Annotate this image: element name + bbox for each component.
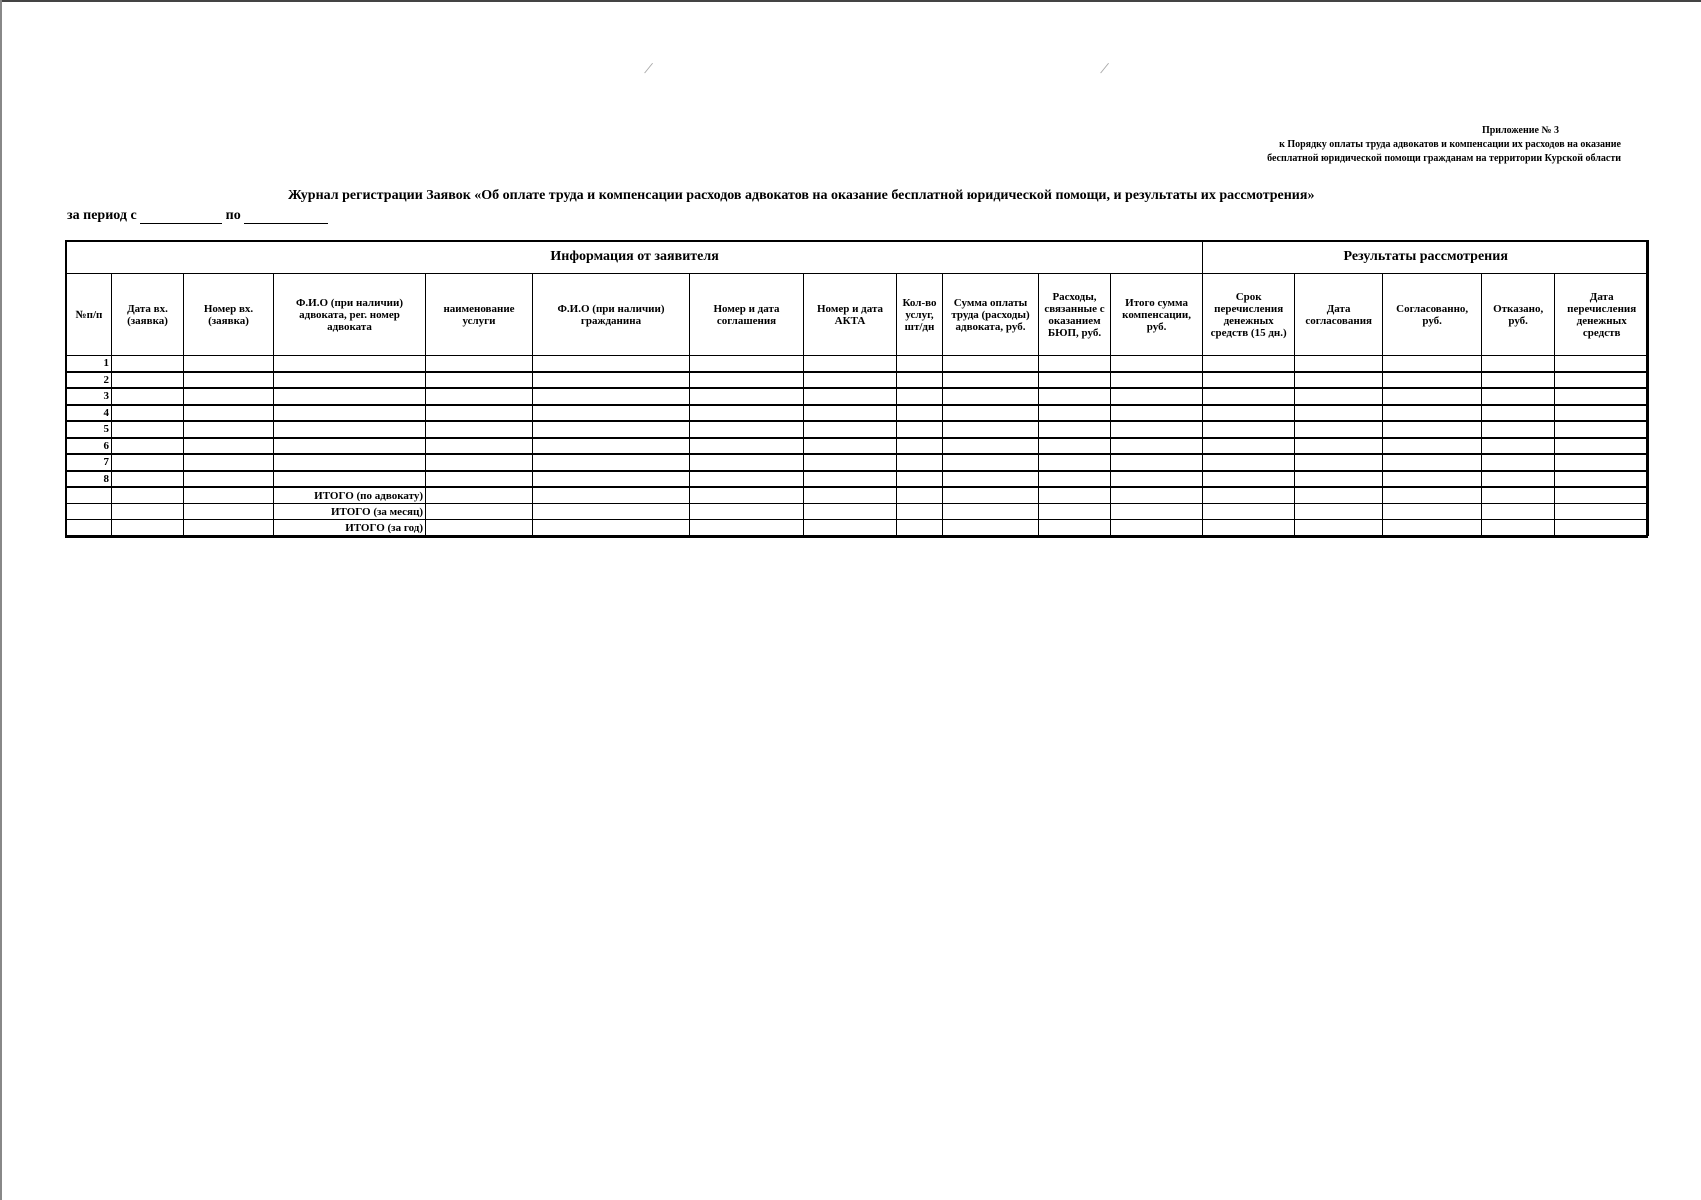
group-header-row xyxy=(67,241,1649,274)
table-cell[interactable] xyxy=(1295,471,1383,488)
table-cell[interactable] xyxy=(426,504,533,520)
table-cell[interactable] xyxy=(897,471,943,488)
table-cell[interactable] xyxy=(1482,438,1555,455)
data-rows xyxy=(67,356,1649,488)
table-cell[interactable] xyxy=(804,520,897,536)
table-cell[interactable] xyxy=(1295,405,1383,422)
table-cell[interactable] xyxy=(274,438,426,455)
table-cell[interactable] xyxy=(943,504,1039,520)
table-cell[interactable] xyxy=(1383,487,1482,504)
table-cell[interactable] xyxy=(533,421,690,438)
table-cell[interactable] xyxy=(67,520,112,536)
table-cell[interactable] xyxy=(184,388,274,405)
table-cell[interactable] xyxy=(1295,372,1383,389)
table-cell[interactable] xyxy=(426,388,533,405)
table-cell[interactable] xyxy=(274,421,426,438)
table-cell[interactable] xyxy=(1295,454,1383,471)
table-cell[interactable] xyxy=(426,421,533,438)
table-cell[interactable] xyxy=(804,438,897,455)
table-cell[interactable] xyxy=(897,405,943,422)
table-cell[interactable] xyxy=(533,372,690,389)
appendix-reference: к Порядку оплаты труда адвокатов и компенсации их расходов на оказание xyxy=(1279,139,1621,150)
col-act: Номер и дата АКТА xyxy=(804,274,897,356)
table-cell[interactable] xyxy=(804,388,897,405)
table-cell[interactable] xyxy=(1039,388,1111,405)
table-cell[interactable] xyxy=(274,356,426,372)
table-cell[interactable] xyxy=(1203,504,1295,520)
row-number: 8 xyxy=(67,471,112,488)
table-cell[interactable] xyxy=(1203,356,1295,372)
period-from-blank[interactable] xyxy=(140,211,222,224)
table-row xyxy=(67,356,1649,372)
table-cell[interactable] xyxy=(274,454,426,471)
row-number: 7 xyxy=(67,454,112,471)
table-cell[interactable] xyxy=(1555,372,1649,389)
table-cell[interactable] xyxy=(274,388,426,405)
table-cell[interactable] xyxy=(804,471,897,488)
table-cell[interactable] xyxy=(943,421,1039,438)
appendix-number: Приложение № 3 xyxy=(1481,125,1559,136)
table-cell[interactable] xyxy=(533,356,690,372)
col-lawyer-name: Ф.И.О (при наличии) адвоката, рег. номер адвоката xyxy=(274,274,426,356)
table-cell[interactable] xyxy=(1203,520,1295,536)
table-cell[interactable] xyxy=(943,405,1039,422)
total-label: ИТОГО (по адвокату) xyxy=(274,487,426,504)
table-cell[interactable] xyxy=(1039,504,1111,520)
table-cell[interactable] xyxy=(533,454,690,471)
table-cell[interactable] xyxy=(1039,438,1111,455)
col-incoming-date: Дата вх. (заявка) xyxy=(112,274,184,356)
table-cell[interactable] xyxy=(690,487,804,504)
table-cell[interactable] xyxy=(1482,504,1555,520)
table-cell[interactable] xyxy=(943,520,1039,536)
col-expenses: Расходы, связанные с оказанием БЮП, руб. xyxy=(1039,274,1111,356)
table-cell[interactable] xyxy=(184,504,274,520)
col-agreement: Номер и дата соглашения xyxy=(690,274,804,356)
row-number: 2 xyxy=(67,372,112,389)
table-cell[interactable] xyxy=(1383,504,1482,520)
table-cell[interactable] xyxy=(1555,520,1649,536)
table-cell[interactable] xyxy=(1383,388,1482,405)
table-cell[interactable] xyxy=(1383,454,1482,471)
row-number: 5 xyxy=(67,421,112,438)
table-cell[interactable] xyxy=(690,405,804,422)
row-number: 3 xyxy=(67,388,112,405)
table-cell[interactable] xyxy=(1482,405,1555,422)
total-row xyxy=(67,487,1649,504)
table-cell[interactable] xyxy=(1383,520,1482,536)
col-citizen-name: Ф.И.О (при наличии) гражданина xyxy=(533,274,690,356)
table-cell[interactable] xyxy=(897,372,943,389)
table-cell[interactable] xyxy=(426,471,533,488)
table-cell[interactable] xyxy=(184,372,274,389)
table-cell[interactable] xyxy=(533,388,690,405)
table-cell[interactable] xyxy=(1555,388,1649,405)
col-lawyer-payment: Сумма оплаты труда (расходы) адвоката, руб. xyxy=(943,274,1039,356)
table-cell[interactable] xyxy=(1039,356,1111,372)
table-cell[interactable] xyxy=(1111,405,1203,422)
col-total-compensation: Итого сумма компенсации, руб. xyxy=(1111,274,1203,356)
table-cell[interactable] xyxy=(897,454,943,471)
scan-mark: / xyxy=(1098,57,1111,79)
row-number: 6 xyxy=(67,438,112,455)
col-number: №п/п xyxy=(67,274,112,356)
table-cell[interactable] xyxy=(274,405,426,422)
table-cell[interactable] xyxy=(1555,405,1649,422)
period-line xyxy=(67,208,328,224)
table-cell[interactable] xyxy=(1383,471,1482,488)
col-transfer-term: Срок перечисления денежных средств (15 дн.) xyxy=(1203,274,1295,356)
table-cell[interactable] xyxy=(690,520,804,536)
table-cell[interactable] xyxy=(67,487,112,504)
table-cell[interactable] xyxy=(426,372,533,389)
table-cell[interactable] xyxy=(1111,487,1203,504)
table-cell[interactable] xyxy=(112,471,184,488)
table-cell[interactable] xyxy=(1111,388,1203,405)
table-cell[interactable] xyxy=(943,487,1039,504)
table-cell[interactable] xyxy=(112,388,184,405)
table-cell[interactable] xyxy=(112,421,184,438)
table-cell[interactable] xyxy=(426,405,533,422)
table-row xyxy=(67,438,1649,455)
table-cell[interactable] xyxy=(533,520,690,536)
table-cell[interactable] xyxy=(184,421,274,438)
table-cell[interactable] xyxy=(184,520,274,536)
table-cell[interactable] xyxy=(690,388,804,405)
table-cell[interactable] xyxy=(184,471,274,488)
table-cell[interactable] xyxy=(897,504,943,520)
group-applicant-info: Информация от заявителя xyxy=(67,241,1203,274)
table-cell[interactable] xyxy=(112,372,184,389)
table-cell[interactable] xyxy=(897,520,943,536)
table-cell[interactable] xyxy=(1383,405,1482,422)
table-cell[interactable] xyxy=(943,372,1039,389)
table-cell[interactable] xyxy=(897,438,943,455)
table-cell[interactable] xyxy=(1295,487,1383,504)
table-cell[interactable] xyxy=(690,421,804,438)
table-cell[interactable] xyxy=(1482,421,1555,438)
table-cell[interactable] xyxy=(943,388,1039,405)
table-cell[interactable] xyxy=(1203,421,1295,438)
table-cell[interactable] xyxy=(426,487,533,504)
appendix-region: бесплатной юридической помощи гражданам на территории Курской области xyxy=(1267,153,1621,164)
table-cell[interactable] xyxy=(1482,520,1555,536)
col-approval-date: Дата согласования xyxy=(1295,274,1383,356)
table-cell[interactable] xyxy=(67,504,112,520)
table-cell[interactable] xyxy=(1039,520,1111,536)
table-cell[interactable] xyxy=(1482,454,1555,471)
table-cell[interactable] xyxy=(804,405,897,422)
table-cell[interactable] xyxy=(1203,388,1295,405)
table-cell[interactable] xyxy=(1111,504,1203,520)
col-refused-amount: Отказано, руб. xyxy=(1482,274,1555,356)
scan-edge-left xyxy=(0,0,2,1200)
table-cell[interactable] xyxy=(1039,454,1111,471)
table-cell[interactable] xyxy=(1111,454,1203,471)
table-cell[interactable] xyxy=(943,454,1039,471)
table-cell[interactable] xyxy=(1295,388,1383,405)
group-review-results: Результаты рассмотрения xyxy=(1203,241,1649,274)
table-cell[interactable] xyxy=(1383,372,1482,389)
table-cell[interactable] xyxy=(112,504,184,520)
table-cell[interactable] xyxy=(426,356,533,372)
table-cell[interactable] xyxy=(426,454,533,471)
table-cell[interactable] xyxy=(112,487,184,504)
table-cell[interactable] xyxy=(184,438,274,455)
table-cell[interactable] xyxy=(690,454,804,471)
table-cell[interactable] xyxy=(533,504,690,520)
table-cell[interactable] xyxy=(690,356,804,372)
total-rows xyxy=(67,487,1649,536)
table-cell[interactable] xyxy=(184,405,274,422)
col-service-name: наименование услуги xyxy=(426,274,533,356)
table-cell[interactable] xyxy=(1295,438,1383,455)
table-cell[interactable] xyxy=(1383,421,1482,438)
table-cell[interactable] xyxy=(184,487,274,504)
table-cell[interactable] xyxy=(274,471,426,488)
table-cell[interactable] xyxy=(897,388,943,405)
table-cell[interactable] xyxy=(1482,471,1555,488)
table-cell[interactable] xyxy=(274,372,426,389)
table-row xyxy=(67,421,1649,438)
table-cell[interactable] xyxy=(804,504,897,520)
table-cell[interactable] xyxy=(943,471,1039,488)
table-cell[interactable] xyxy=(1295,504,1383,520)
table-cell[interactable] xyxy=(897,421,943,438)
table-cell[interactable] xyxy=(1295,520,1383,536)
period-to-label: по xyxy=(225,208,241,223)
table-cell[interactable] xyxy=(533,405,690,422)
col-transfer-date: Дата перечисления денежных средств xyxy=(1555,274,1649,356)
table-cell[interactable] xyxy=(1482,372,1555,389)
table-cell[interactable] xyxy=(804,372,897,389)
table-cell[interactable] xyxy=(533,487,690,504)
table-cell[interactable] xyxy=(1039,487,1111,504)
period-to-blank[interactable] xyxy=(244,211,328,224)
table-cell[interactable] xyxy=(1203,471,1295,488)
table-cell[interactable] xyxy=(1555,421,1649,438)
table-cell[interactable] xyxy=(690,471,804,488)
table-cell[interactable] xyxy=(184,454,274,471)
table-cell[interactable] xyxy=(1203,372,1295,389)
table-cell[interactable] xyxy=(804,454,897,471)
table-cell[interactable] xyxy=(184,356,274,372)
table-cell[interactable] xyxy=(1555,356,1649,372)
table-cell[interactable] xyxy=(943,438,1039,455)
table-cell[interactable] xyxy=(533,438,690,455)
table-cell[interactable] xyxy=(690,504,804,520)
col-incoming-number: Номер вх. (заявка) xyxy=(184,274,274,356)
table-cell[interactable] xyxy=(1111,438,1203,455)
table-cell[interactable] xyxy=(897,356,943,372)
table-row xyxy=(67,454,1649,471)
table-cell[interactable] xyxy=(1295,356,1383,372)
table-cell[interactable] xyxy=(943,356,1039,372)
table-cell[interactable] xyxy=(112,356,184,372)
table-cell[interactable] xyxy=(1482,388,1555,405)
table-cell[interactable] xyxy=(1111,372,1203,389)
table-cell[interactable] xyxy=(426,520,533,536)
table-cell[interactable] xyxy=(1111,356,1203,372)
table-row xyxy=(67,471,1649,488)
table-cell[interactable] xyxy=(426,438,533,455)
table-cell[interactable] xyxy=(1383,356,1482,372)
scan-edge-top xyxy=(0,0,1701,2)
table-cell[interactable] xyxy=(1203,438,1295,455)
table-cell[interactable] xyxy=(1111,471,1203,488)
table-cell[interactable] xyxy=(1111,520,1203,536)
table-row xyxy=(67,405,1649,422)
total-row xyxy=(67,504,1649,520)
table-cell[interactable] xyxy=(1039,372,1111,389)
table-cell[interactable] xyxy=(690,438,804,455)
table-cell[interactable] xyxy=(533,471,690,488)
row-number: 1 xyxy=(67,356,112,372)
table-cell[interactable] xyxy=(1295,421,1383,438)
period-from-label: за период с xyxy=(67,208,137,223)
col-approved-amount: Согласованно, руб. xyxy=(1383,274,1482,356)
table-cell[interactable] xyxy=(804,421,897,438)
table-cell[interactable] xyxy=(1555,438,1649,455)
table-cell[interactable] xyxy=(804,356,897,372)
table-cell[interactable] xyxy=(690,372,804,389)
column-header-row xyxy=(67,274,1649,356)
table-cell[interactable] xyxy=(112,454,184,471)
table-cell[interactable] xyxy=(1482,487,1555,504)
table-cell[interactable] xyxy=(1203,405,1295,422)
journal-title: Журнал регистрации Заявок «Об оплате труда и компенсации расходов адвокатов на оказание бесплатной юридической помощи, и результаты их рассмотрения» xyxy=(288,188,1315,203)
total-row xyxy=(67,520,1649,536)
table-cell[interactable] xyxy=(112,438,184,455)
table-cell[interactable] xyxy=(897,487,943,504)
row-number: 4 xyxy=(67,405,112,422)
table-cell[interactable] xyxy=(1203,454,1295,471)
table-cell[interactable] xyxy=(1555,471,1649,488)
table-cell[interactable] xyxy=(112,520,184,536)
table-cell[interactable] xyxy=(1039,471,1111,488)
table-row xyxy=(67,372,1649,389)
table-cell[interactable] xyxy=(1555,454,1649,471)
table-cell[interactable] xyxy=(1039,405,1111,422)
table-cell[interactable] xyxy=(1482,356,1555,372)
table-cell[interactable] xyxy=(1555,487,1649,504)
table-cell[interactable] xyxy=(1039,421,1111,438)
table-cell[interactable] xyxy=(112,405,184,422)
table-cell[interactable] xyxy=(1203,487,1295,504)
registration-table xyxy=(66,240,1649,536)
table-cell[interactable] xyxy=(1111,421,1203,438)
appendix-note xyxy=(1267,124,1621,166)
table-cell[interactable] xyxy=(1383,438,1482,455)
scan-mark: / xyxy=(642,57,655,79)
total-label: ИТОГО (за год) xyxy=(274,520,426,536)
table-cell[interactable] xyxy=(804,487,897,504)
col-service-count: Кол-во услуг, шт/дн xyxy=(897,274,943,356)
table-cell[interactable] xyxy=(1555,504,1649,520)
total-label: ИТОГО (за месяц) xyxy=(274,504,426,520)
table-row xyxy=(67,388,1649,405)
